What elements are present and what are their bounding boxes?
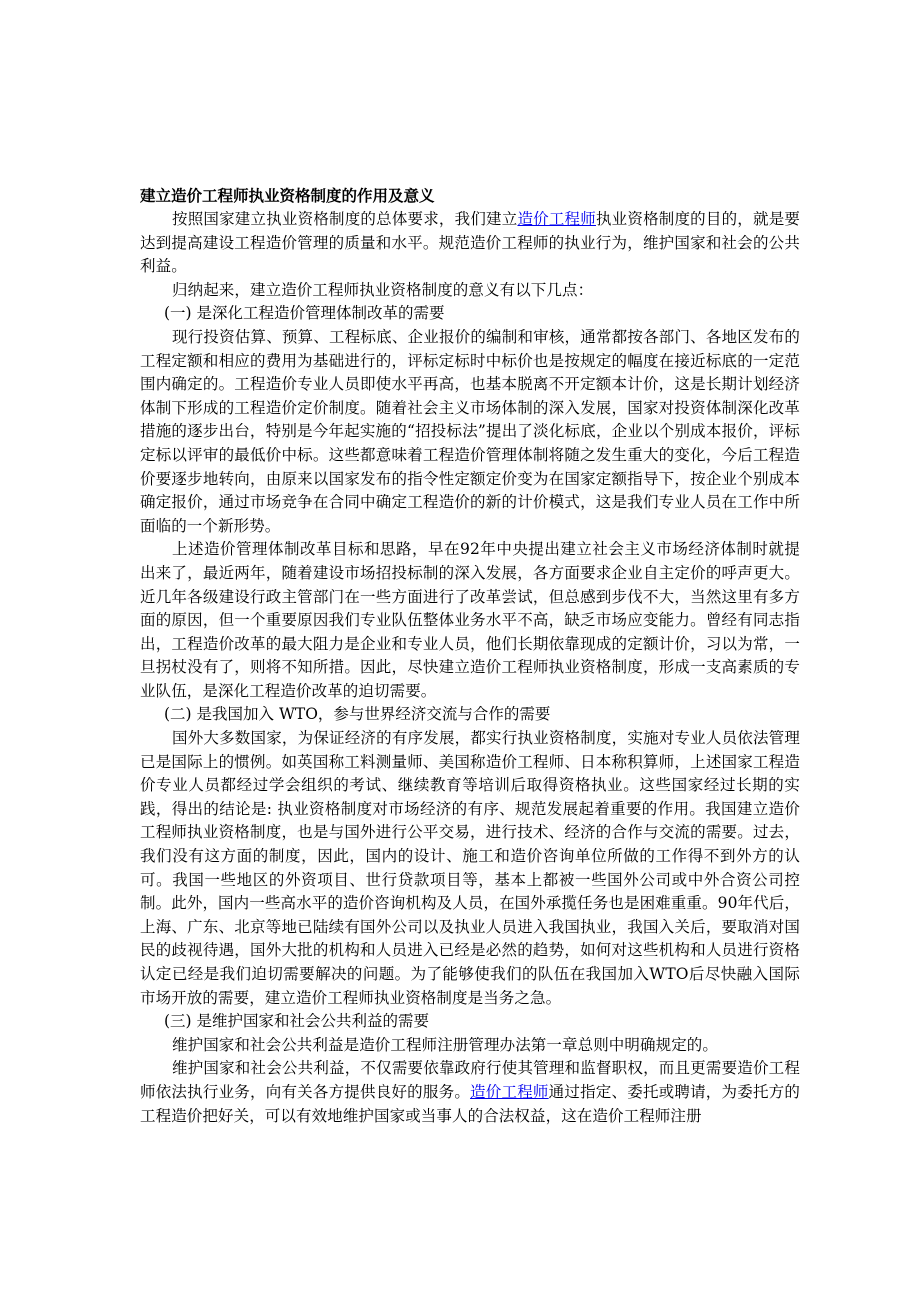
section-heading-2: (二) 是我国加入 WTO，参与世界经济交流与合作的需要 (164, 705, 551, 724)
paragraph-section3-b (140, 1057, 800, 1128)
paragraph-text: 执业资格制度的目的，就是要达到提高建设工程造价管理的质量和水平。规范造价工程师的执业行为，维护国家和社会的公共利益。 (140, 210, 800, 276)
paragraph-section2: 国外大多数国家，为保证经济的有序发展，都实行执业资格制度，实施对专业人员依法管理已是国际上的惯例。如英国称工料测量师、美国称造价工程师、日本称积算师，上述国家工程造价专业人员都经过学会组织的考试、继续教育等培训后取得资格执业。这些国家经过长期的实践，得出的结论是: 执业资格制度对市场经济的有序、规范发展起着重要的作用。我国建立造价工程师执业资格制度，也是与国外进行公平交易，进行技术、经济的合作与交流的需要。过去，我们没有这方面的制度，因此，国内的设计、施工和造价咨询单位所做的工作得不到外方的认可。我国一些地区的外资项目、世行贷款项目等，基本上都被一些国外公司或中外合资公司控制。此外，国内一些高水平的造价咨询机构及人员，在国外承揽任务也是困难重重。90年代后，上海、广东、北京等地已陆续有国外公司以及执业人员进入我国执业，我国入关后，要取消对国民的歧视待遇，国外大批的机构和人员进入已经是必然的趋势，如何对这些机构和人员进行资格认定已经是我们迫切需要解决的问题。为了能够使我们的队伍在我国加入WTO后尽快融入国际市场开放的需要，建立造价工程师执业资格制度是当务之急。 (140, 729, 800, 1007)
section-heading-1: (一) 是深化工程造价管理体制改革的需要 (164, 304, 445, 323)
document-page (140, 185, 800, 1128)
link-cost-engineer-2[interactable]: 造价工程师 (470, 1082, 549, 1101)
paragraph-section3-a: 维护国家和社会公共利益是造价工程师注册管理办法第一章总则中明确规定的。 (172, 1035, 719, 1054)
paragraph-intro (140, 208, 800, 279)
paragraph-text: 按照国家建立执业资格制度的总体要求，我们建立 (172, 210, 518, 228)
paragraph-section1-a: 现行投资估算、预算、工程标底、企业报价的编制和审核，通常都按各部门、各地区发布的工程定额和相应的费用为基础进行的，评标定标时中标价也是按规定的幅度在接近标底的一定范围内确定的。工程造价专业人员即使水平再高，也基本脱离不开定额本计价，这是长期计划经济体制下形成的工程造价定价制度。随着社会主义市场体制的深入发展，国家对投资体制深化改革措施的逐步出台，特别是今年起实施的“招投标法”提出了淡化标底，企业以个别成本报价，评标定标以评审的最低价中标。这些都意味着工程造价管理体制将随之发生重大的变化，今后工程造价要逐步地转向，由原来以国家发布的指令性定额定价变为在国家定额指导下，按企业个别成本确定报价，通过市场竞争在合同中确定工程造价的新的计价模式，这是我们专业人员在工作中所面临的一个新形势。 (140, 327, 800, 535)
paragraph-text: 通过指定、委托或聘请，为委托方的工程造价把好关，可以有效地维护国家或当事人的合法权益，这在造价工程师注册 (140, 1082, 800, 1125)
document-title: 建立造价工程师执业资格制度的作用及意义 (140, 187, 435, 205)
link-cost-engineer[interactable]: 造价工程师 (517, 210, 596, 228)
section-heading-3: (三) 是维护国家和社会公共利益的需要 (164, 1012, 430, 1031)
paragraph-summary: 归纳起来，建立造价工程师执业资格制度的意义有以下几点： (172, 280, 594, 299)
paragraph-text: 维护国家和社会公共利益，不仅需要依靠政府行使其管理和监督职权，而且更需要造价工程师依法执行业务，向有关各方提供良好的服务。 (140, 1059, 800, 1101)
paragraph-section1-b: 上述造价管理体制改革目标和思路，早在92年中央提出建立社会主义市场经济体制时就提出来了，最近两年，随着建设市场招投标制的深入发展，各方面要求企业自主定价的呼声更大。近几年各级建设行政主管部门在一些方面进行了改革尝试，但总感到步伐不大，当然这里有多方面的原因，但一个重要原因我们专业队伍整体业务水平不高，缺乏市场应变能力。曾经有同志指出，工程造价改革的最大阻力是企业和专业人员，他们长期依靠现成的定额计价，习以为常，一旦拐杖没有了，则将不知所措。因此，尽快建立造价工程师执业资格制度，形成一支高素质的专业队伍，是深化工程造价改革的迫切需要。 (140, 540, 800, 700)
